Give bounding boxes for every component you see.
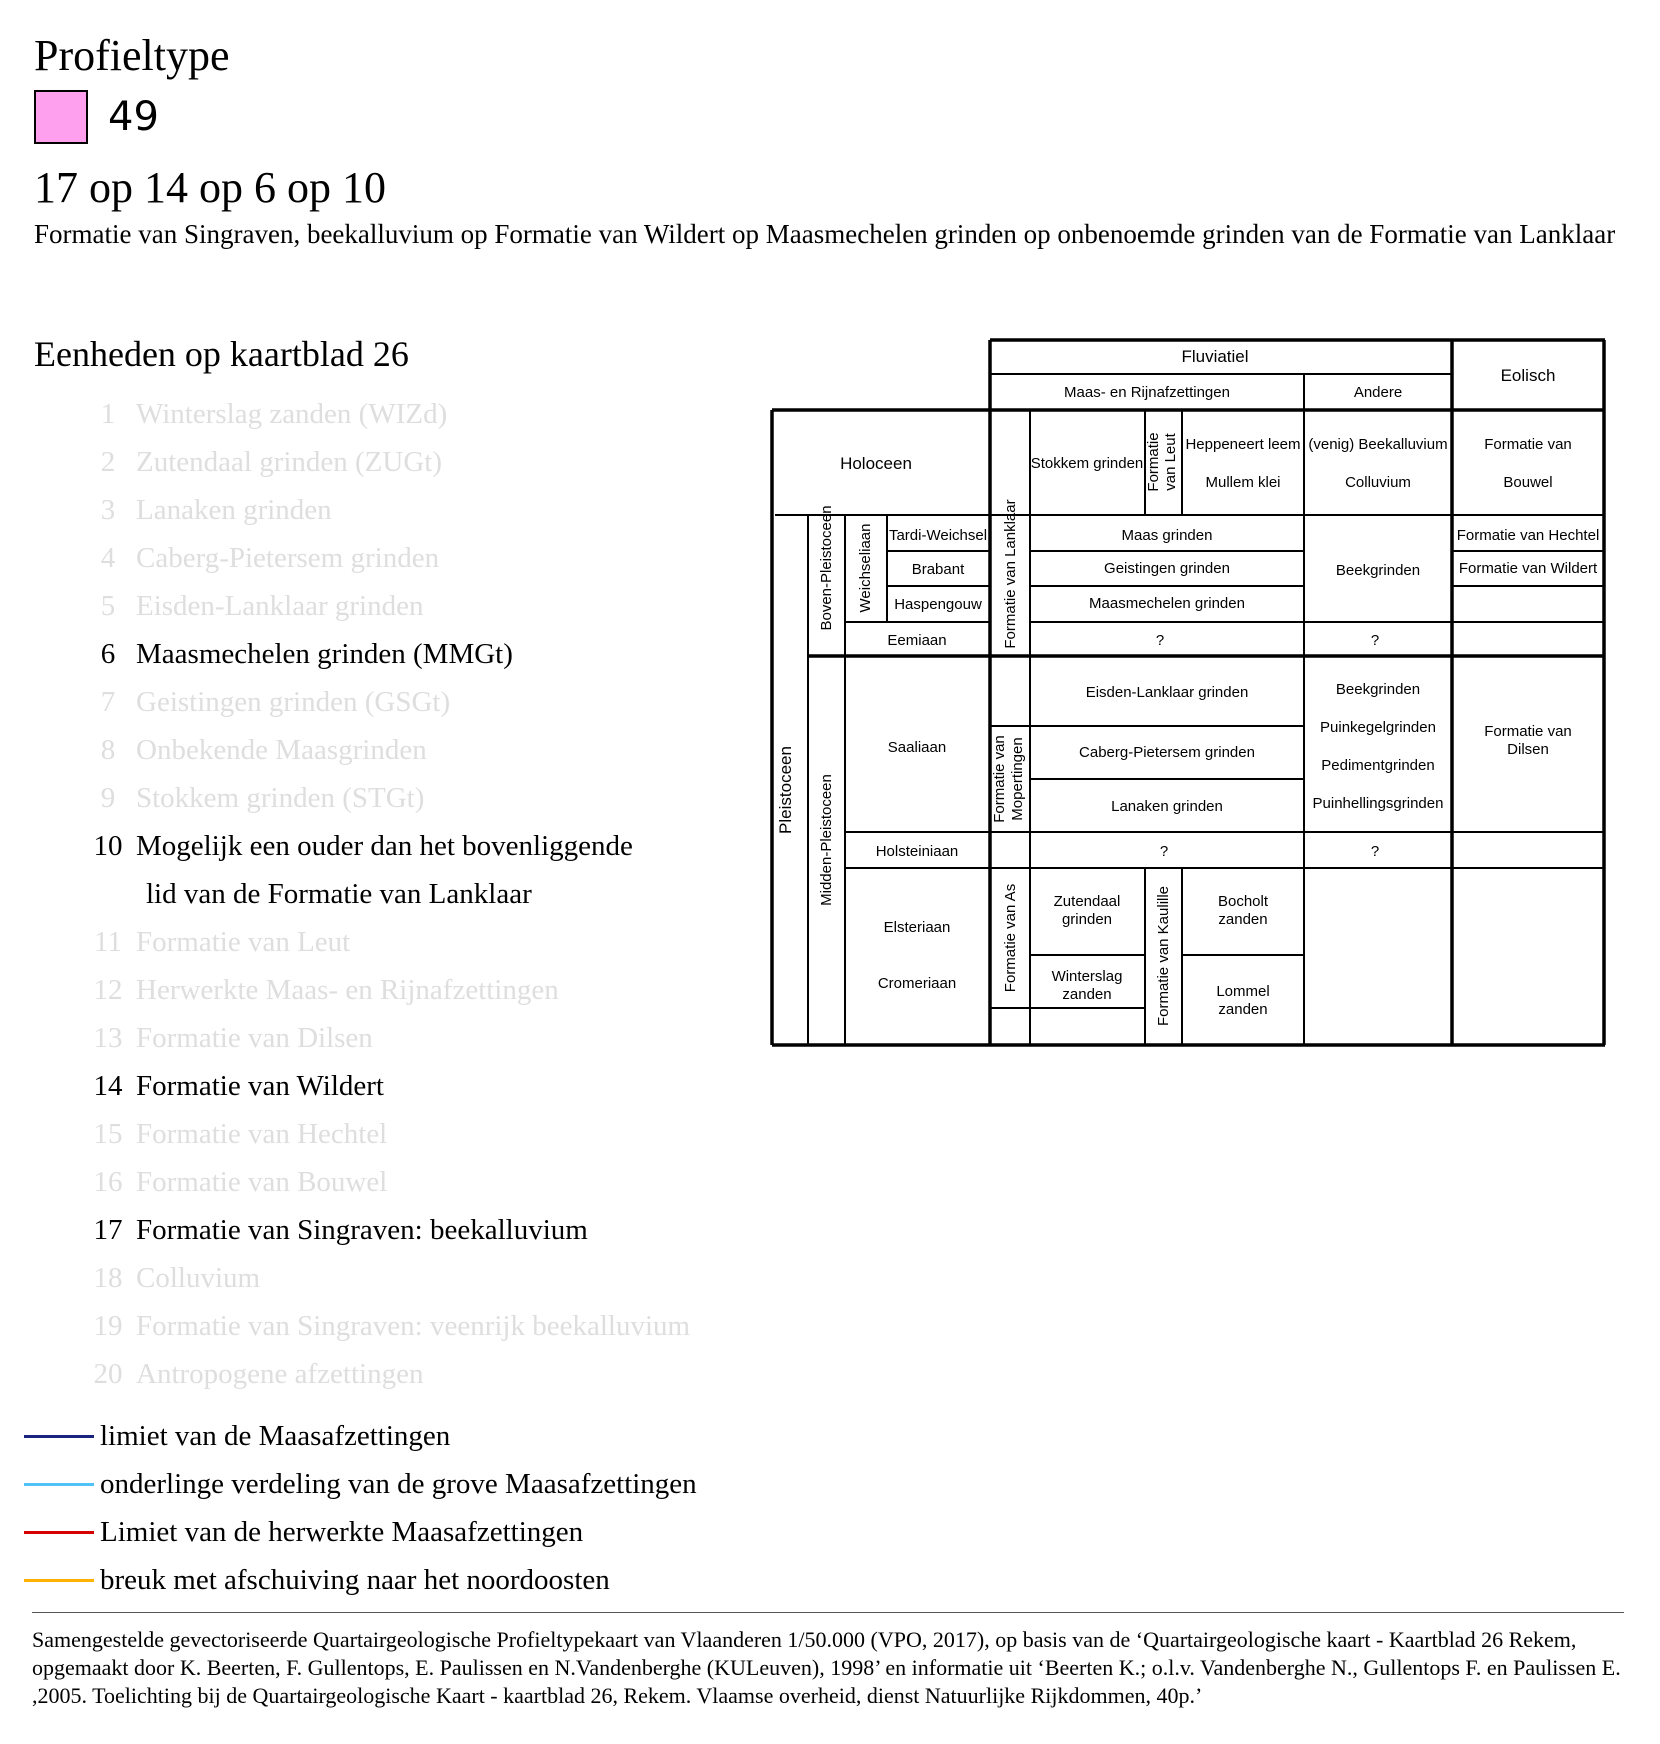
legend-label: limiet van de Maasafzettingen [100,1420,451,1452]
label-mullem: Mullem klei [1205,474,1281,491]
label-zutendaal-1: Zutendaal [1053,893,1121,910]
unit-number: 14 [93,1070,123,1102]
unit-label: Colluvium [136,1262,261,1294]
unit-number: 3 [100,494,116,526]
label-stokkem: Stokkem grinden [1030,455,1144,472]
label-beekgrinden: Beekgrinden [1335,562,1421,579]
label-maasmechelen: Maasmechelen grinden [1089,595,1245,612]
unit-number: 6 [100,638,116,670]
label-pediment: Pedimentgrinden [1321,757,1435,774]
label-holsteiniaan: Holsteiniaan [875,843,959,860]
unit-number: 15 [93,1118,123,1150]
label-eisden: Eisden-Lanklaar grinden [1085,684,1249,701]
label-venig-beekalluvium: (venig) Beekalluvium [1308,436,1448,453]
unit-number: 9 [100,782,116,814]
label-caberg: Caberg-Pietersem grinden [1079,744,1255,761]
label-haspengouw: Haspengouw [894,596,982,613]
label-eolisch: Eolisch [1500,366,1556,385]
label-beekgrinden-2: Beekgrinden [1335,681,1421,698]
unit-number: 4 [100,542,116,574]
unit-number: 10 [93,830,123,862]
unit-label: Winterslag zanden (WIZd) [136,398,448,430]
legend-label: breuk met afschuiving naar het noordoosten [100,1564,610,1596]
label-question-4: ? [1370,843,1380,860]
label-fm-kaulille: Formatie van Kaulille [1155,885,1172,1027]
profile-sequence: 17 op 14 op 6 op 10 [34,163,386,212]
label-fm-mopertingen-1: Formatie van [991,735,1008,823]
label-weichseliaan: Weichseliaan [857,523,874,613]
unit-label-continued: lid van de Formatie van Lanklaar [146,878,532,910]
unit-label: Formatie van Leut [136,926,351,958]
label-fm-leut-2: van Leut [1162,433,1179,491]
label-bocholt-2: zanden [1218,911,1268,928]
profile-title: Profieltype [34,31,230,80]
label-fm-as: Formatie van As [1002,883,1019,993]
unit-number: 1 [100,398,116,430]
label-tardi-weichsel: Tardi-Weichsel [888,527,988,544]
unit-label: Formatie van Hechtel [136,1118,388,1150]
label-cromeriaan: Cromeriaan [877,975,957,992]
profile-number: 49 [108,94,159,140]
label-bocholt-1: Bocholt [1217,893,1269,910]
profile-description: Formatie van Singraven, beekalluvium op Formatie van Wildert op Maasmechelen grinden op onbenoemde grinden van de Formatie van Lanklaar [34,219,1616,249]
unit-label: Caberg-Pietersem grinden [136,542,440,574]
unit-label: Stokkem grinden (STGt) [136,782,425,814]
footer-source-note: Samengestelde gevectoriseerde Quartairgeologische Profieltypekaart van Vlaanderen 1/50.000 (VPO, 2017), op basis van de ‘Quartairgeologische kaart - Kaartblad 26 Rekem, opgemaakt door K. Beerten, F. Gullentops, E. Paulissen en N.Vandenberghe (KULeuven), 1998’ en informatie uit ‘Beerten K.; o.l.v. Vandenberghe N., Gullentops F. en Paulissen E. ,2005. Toelichting bij de Quartairgeologische Kaart - kaartblad 26, Rekem. Vlaamse overheid, dienst Natuurlijke Rijkdommen, 40p.’ [32,1627,1621,1708]
label-elsteriaan: Elsteriaan [883,919,951,936]
unit-label: Zutendaal grinden (ZUGt) [136,446,443,478]
unit-label: Eisden-Lanklaar grinden [136,590,424,622]
unit-number: 17 [93,1214,123,1246]
label-fm-mopertingen-2: Mopertingen [1009,737,1026,821]
legend-label: onderlinge verdeling van de grove Maasafzettingen [100,1468,697,1500]
label-hechtel: Formatie van Hechtel [1456,527,1600,544]
label-bouwel-1: Formatie van [1484,436,1572,453]
unit-number: 8 [100,734,116,766]
unit-number: 5 [100,590,116,622]
units-heading: Eenheden op kaartblad 26 [34,334,409,374]
label-question-3: ? [1159,843,1169,860]
label-fm-lanklaar: Formatie van Lanklaar [1002,499,1019,649]
label-fluviatiel: Fluviatiel [1181,347,1249,366]
label-andere: Andere [1353,384,1403,401]
unit-label: Onbekende Maasgrinden [136,734,427,766]
label-wildert: Formatie van Wildert [1458,560,1598,577]
unit-number: 20 [93,1358,123,1390]
label-puinhelling: Puinhellingsgrinden [1312,795,1444,812]
label-eemiaan: Eemiaan [887,632,947,649]
label-puinkegel: Puinkegelgrinden [1320,719,1436,736]
unit-number: 7 [100,686,116,718]
label-heppeneert: Heppeneert leem [1185,436,1301,453]
label-zutendaal-2: grinden [1061,911,1113,928]
label-pleistoceen: Pleistoceen [776,746,795,834]
label-colluvium: Colluvium [1345,474,1411,491]
unit-number: 18 [93,1262,123,1294]
unit-label: Antropogene afzettingen [136,1358,424,1390]
unit-number: 12 [93,974,123,1006]
label-lanaken: Lanaken grinden [1111,798,1223,815]
label-winterslag-2: zanden [1062,986,1112,1003]
label-dilsen-1: Formatie van [1484,723,1572,740]
unit-label: Herwerkte Maas- en Rijnafzettingen [136,974,559,1006]
unit-label: Lanaken grinden [136,494,332,526]
label-question-2: ? [1370,632,1380,649]
unit-label: Formatie van Wildert [136,1070,384,1102]
unit-number: 13 [93,1022,123,1054]
label-dilsen-2: Dilsen [1507,741,1549,758]
label-lommel-2: zanden [1218,1001,1268,1018]
unit-number: 11 [94,926,122,958]
label-midden-pleistoceen: Midden-Pleistoceen [818,774,835,906]
label-bouwel-2: Bouwel [1503,474,1553,491]
unit-number: 19 [93,1310,123,1342]
label-lommel-1: Lommel [1216,983,1270,1000]
label-boven-pleistoceen: Boven-Pleistoceen [818,505,835,631]
label-fm-leut-1: Formatie [1145,432,1162,492]
label-winterslag-1: Winterslag [1051,968,1123,985]
label-saaliaan: Saaliaan [887,739,947,756]
unit-label: Formatie van Bouwel [136,1166,388,1198]
legend-label: Limiet van de herwerkte Maasafzettingen [100,1516,584,1548]
unit-label: Formatie van Dilsen [136,1022,373,1054]
label-brabant: Brabant [911,561,965,578]
unit-label: Formatie van Singraven: veenrijk beekalluvium [136,1310,691,1342]
unit-label: Formatie van Singraven: beekalluvium [136,1214,588,1246]
label-maas-rijn: Maas- en Rijnafzettingen [1064,384,1230,401]
table-labels [776,347,1599,1026]
label-question-1: ? [1155,632,1165,649]
unit-number: 16 [93,1166,123,1198]
label-geistingen: Geistingen grinden [1104,560,1230,577]
unit-number: 2 [100,446,116,478]
label-holoceen: Holoceen [840,454,912,473]
unit-label: Maasmechelen grinden (MMGt) [136,638,513,670]
unit-label: Mogelijk een ouder dan het bovenliggende [136,830,633,862]
label-maas-grinden: Maas grinden [1121,527,1213,544]
unit-label: Geistingen grinden (GSGt) [136,686,451,718]
